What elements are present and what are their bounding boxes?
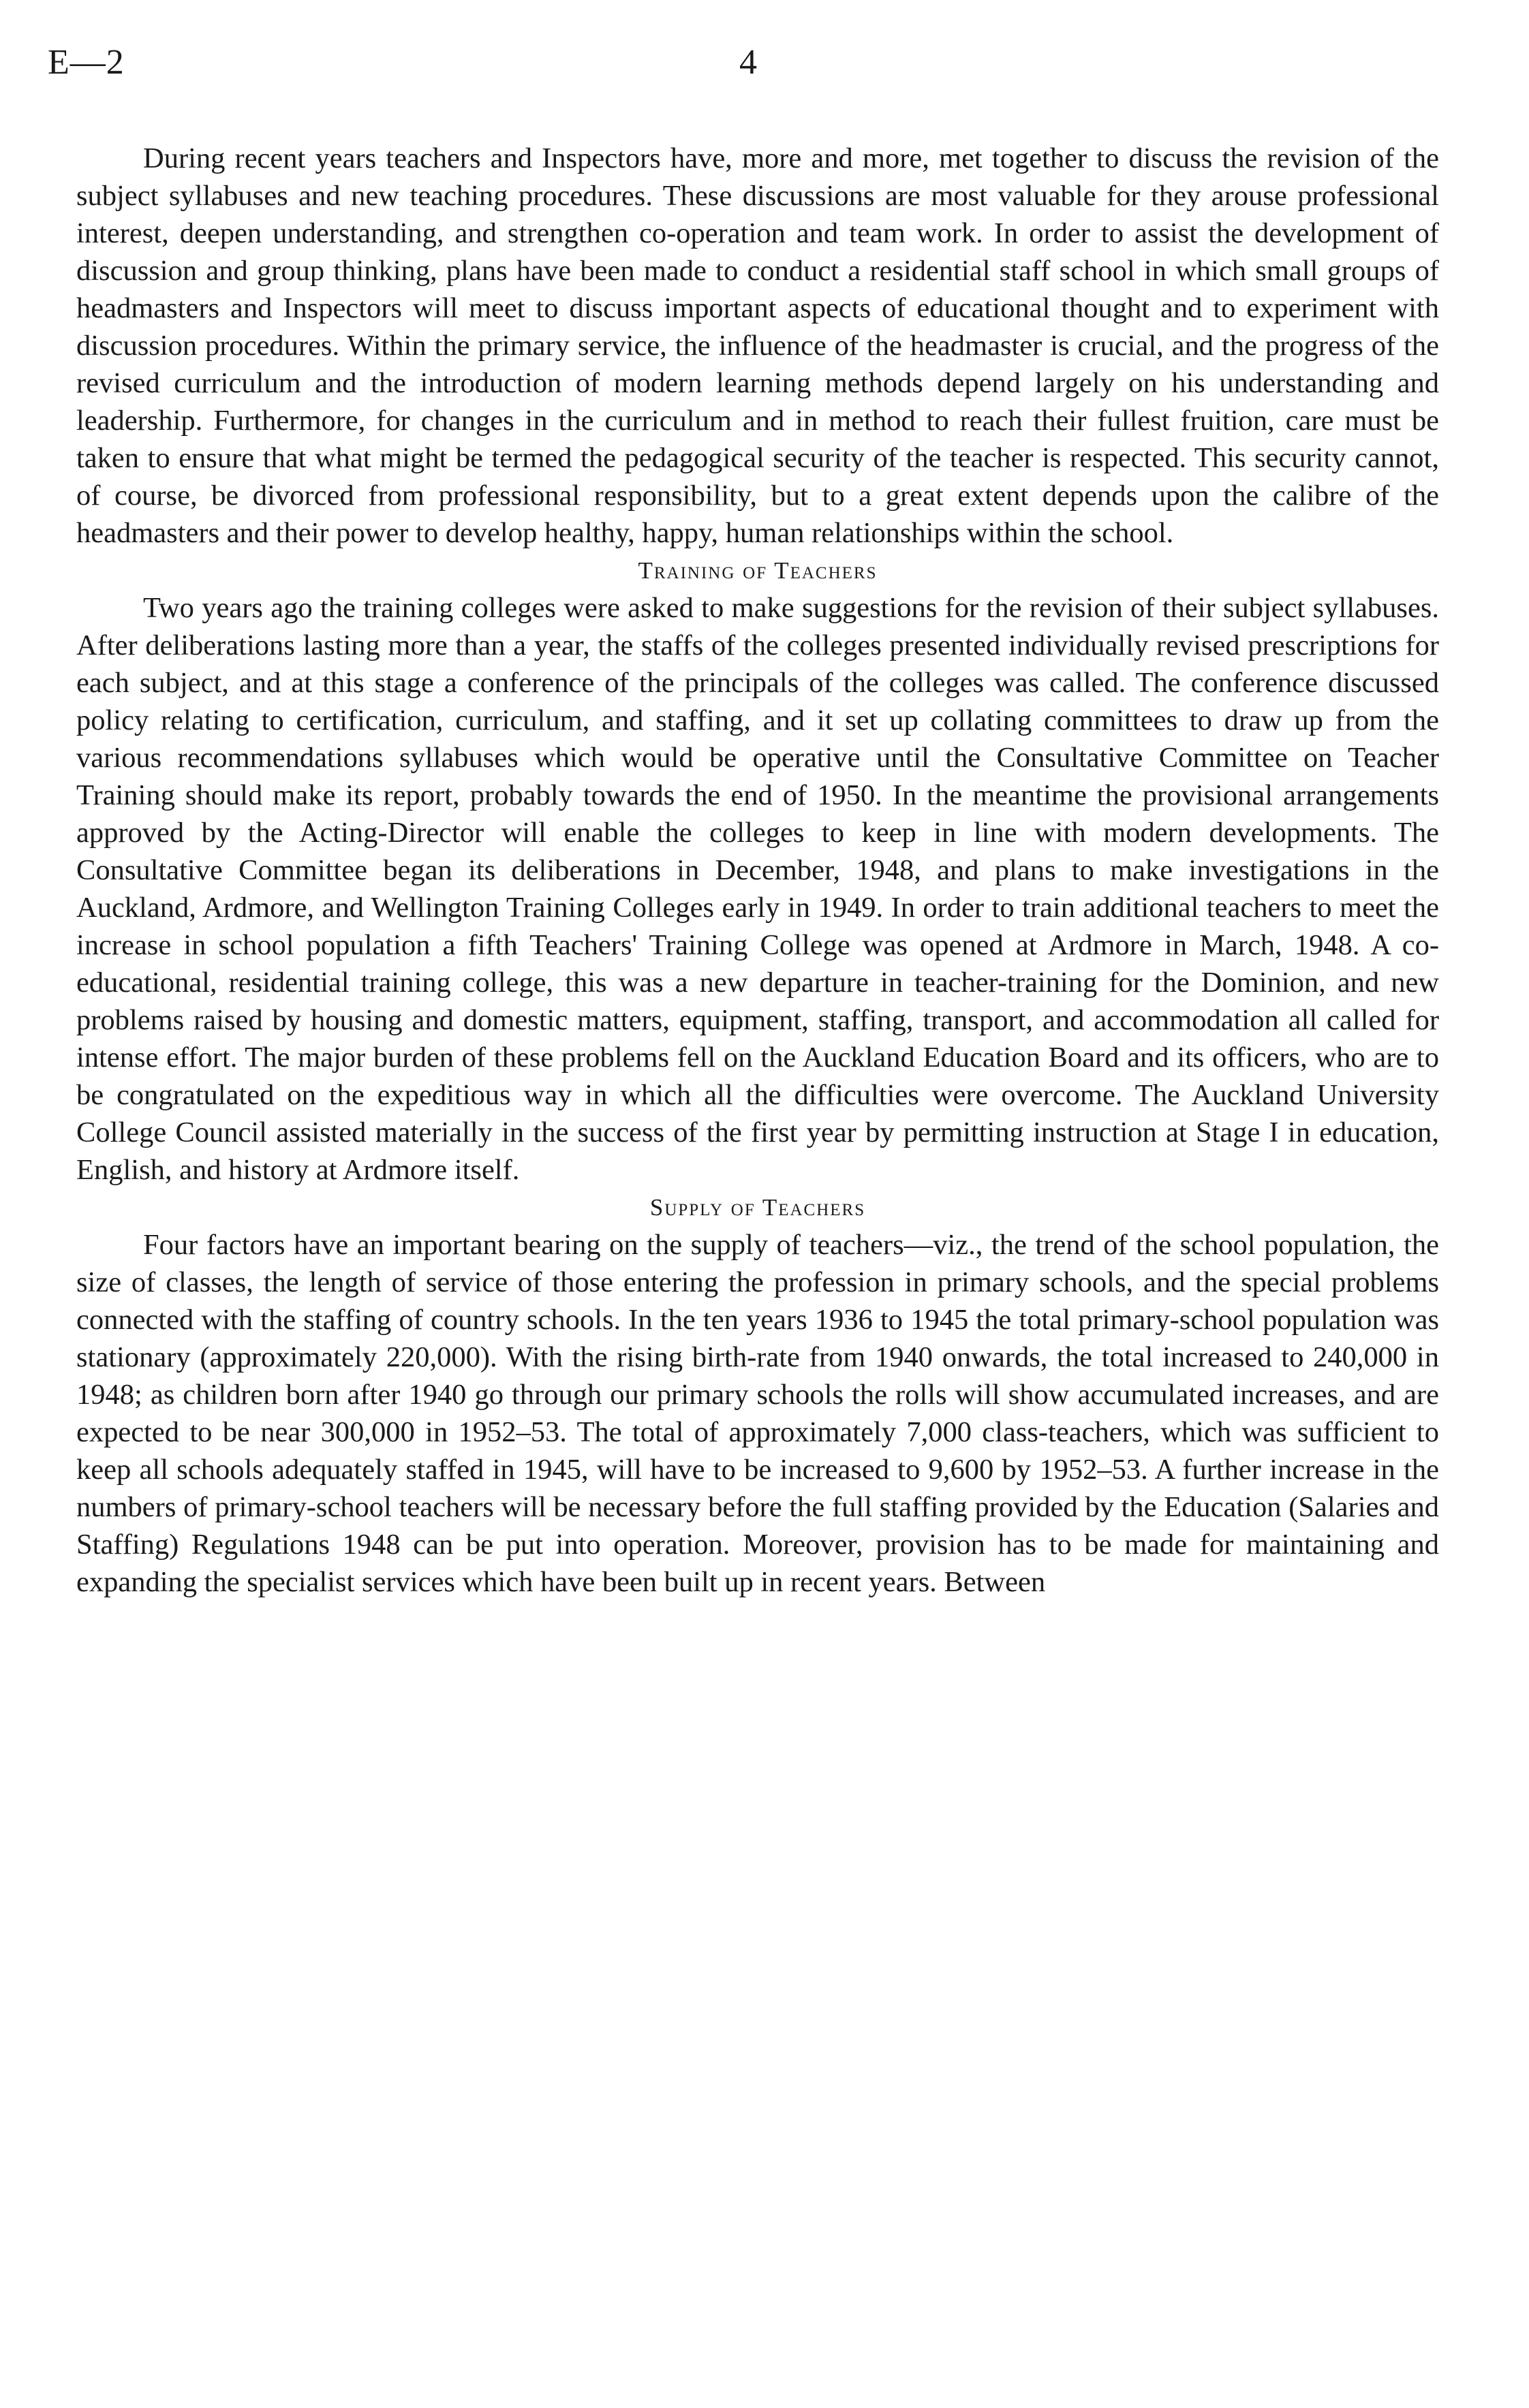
paragraph-teacher-inspector-discussions: During recent years teachers and Inspectors have, more and more, met together to discuss the revision of the subject syllabuses and new teaching procedures. These discussions are most valuable for they arouse professional interest, deepen understanding, and strengthen co-operation and team work. In order to assist the development of discussion and group thinking, plans have been made to conduct a residential staff school in which small groups of headmasters and Inspectors will meet to discuss important aspects of educational thought and to experiment with discussion procedures. Within the primary service, the influence of the headmaster is crucial, and the progress of the revised curriculum and the introduction of modern learning methods depend largely on his understanding and leadership. Furthermore, for changes in the curriculum and in method to reach their fullest fruition, care must be taken to ensure that what might be termed the pedagogical security of the teacher is respected. This security cannot, of course, be divorced from professional responsibility, but to a great extent depends upon the calibre of the headmasters and their power to develop healthy, happy, human relationships within the school. <box>76 142 1439 549</box>
section-heading-training-of-teachers: Training of Teachers <box>638 557 878 584</box>
paragraph-supply-of-teachers: Four factors have an important bearing on the supply of teachers—viz., the trend of the school population, the size of classes, the length of service of those entering the profession in primary schools, and the special problems connected with the staffing of country schools. In the ten years 1936 to 1945 the total primary-school population was stationary (approximately 220,000). With the rising birth-rate from 1940 onwards, the total increased to 240,000 in 1948; as children born after 1940 go through our primary schools the rolls will show accumulated increases, and are expected to be near 300,000 in 1952–53. The total of approximately 7,000 class-teachers, which was sufficient to keep all schools adequately staffed in 1945, will have to be increased to 9,600 by 1952–53. A further increase in the numbers of primary-school teachers will be necessary before the full staffing provided by the Education (Salaries and Staffing) Regulations 1948 can be put into operation. Moreover, provision has to be made for maintaining and expanding the specialist services which have been built up in recent years. Between <box>76 1229 1439 1598</box>
body-text <box>76 140 1439 1601</box>
paragraph-training-of-teachers: Two years ago the training colleges were asked to make suggestions for the revision of their subject syllabuses. After deliberations lasting more than a year, the staffs of the colleges presented individually revised prescriptions for each subject, and at this stage a conference of the principals of the colleges was called. The conference discussed policy relating to certification, curriculum, and staffing, and it set up collating committees to draw up from the various recommendations syllabuses which would be operative until the Consultative Committee on Teacher Training should make its report, probably towards the end of 1950. In the meantime the provisional arrangements approved by the Acting-Director will enable the colleges to keep in line with modern developments. The Consultative Committee began its deliberations in December, 1948, and plans to make investigations in the Auckland, Ardmore, and Wellington Training Colleges early in 1949. In order to train additional teachers to meet the increase in school population a fifth Teachers' Training College was opened at Ardmore in March, 1948. A co-educational, residential training college, this was a new departure in teacher-training for the Dominion, and new problems raised by housing and domestic matters, equipment, staffing, transport, and accommodation all called for intense effort. The major burden of these problems fell on the Auckland Education Board and its officers, who are to be congratulated on the expeditious way in which all the difficulties were overcome. The Auckland University College Council assisted materially in the success of the first year by permitting instruction at Stage I in education, English, and history at Ardmore itself. <box>76 592 1439 1186</box>
section-heading-supply-of-teachers: Supply of Teachers <box>649 1194 866 1221</box>
page-number: 4 <box>739 43 757 82</box>
running-head <box>0 42 1529 104</box>
document-reference: E—2 <box>48 43 125 82</box>
